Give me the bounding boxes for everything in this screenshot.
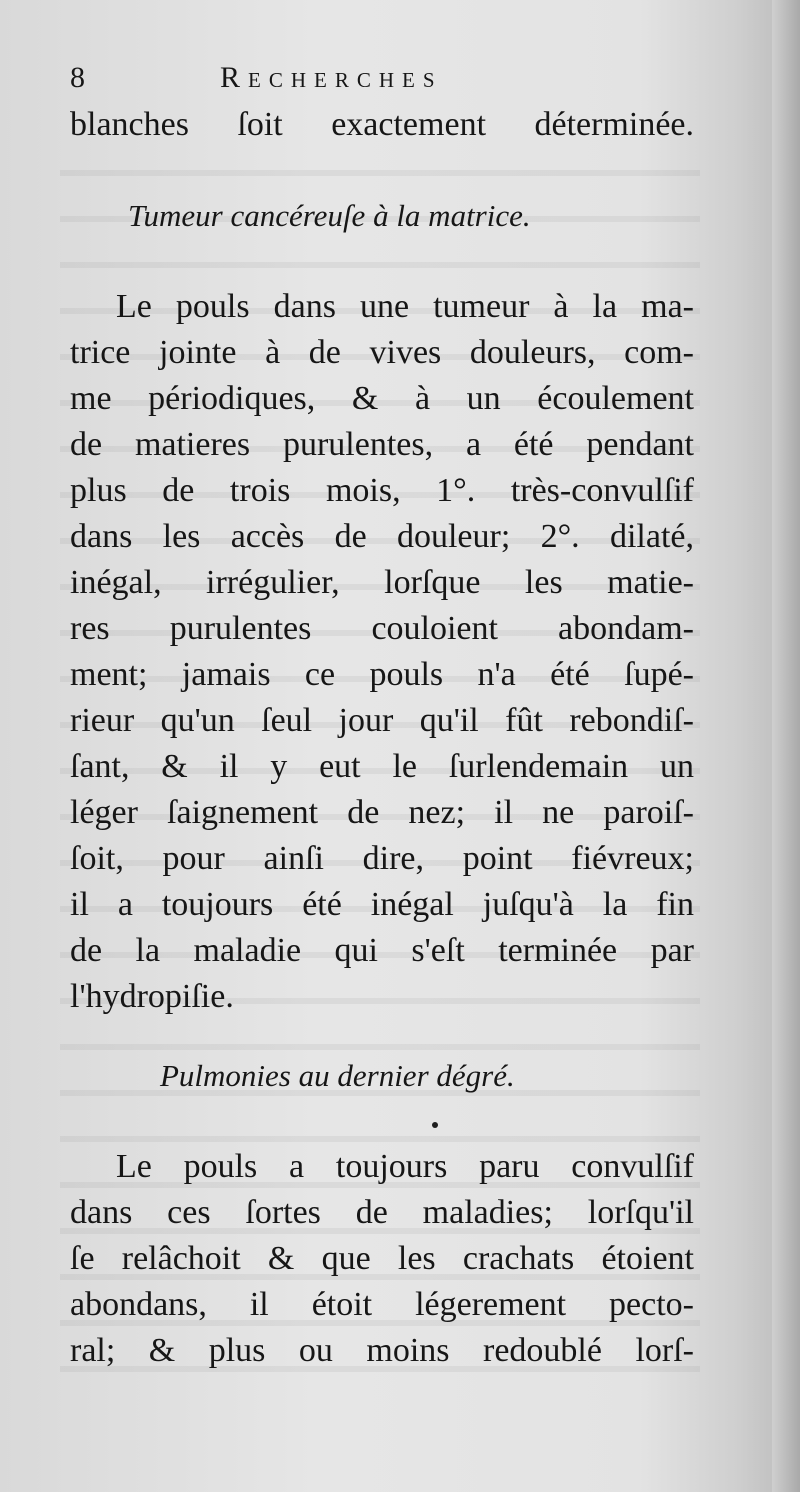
- stray-ink-dot: [432, 1122, 438, 1128]
- body-text-line: de matieres purulentes, a été pendant: [70, 426, 694, 463]
- section-heading-pulmonies: Pulmonies au dernier dégré.: [160, 1058, 515, 1093]
- body-text-line: me périodiques, & à un écoulement: [70, 380, 694, 417]
- body-text-line: dans ces ſortes de maladies; lorſqu'il: [70, 1194, 694, 1231]
- body-text-line: léger ſaignement de nez; il ne paroiſ-: [70, 794, 694, 831]
- continued-text-line: blanches ſoit exactement déterminée.: [70, 106, 694, 143]
- body-text-line: il a toujours été inégal juſqu'à la fin: [70, 886, 694, 923]
- body-text-line: plus de trois mois, 1°. très-convulſif: [70, 472, 694, 509]
- body-text-line-last: l'hydropiſie.: [70, 978, 234, 1015]
- body-text-line: dans les accès de douleur; 2°. dilaté,: [70, 518, 694, 555]
- running-title: Recherches: [220, 61, 443, 94]
- section-heading-tumeur: Tumeur cancéreuſe à la matrice.: [128, 198, 531, 233]
- body-text-line: ral; & plus ou moins redoublé lorſ-: [70, 1332, 694, 1369]
- body-text-line: ment; jamais ce pouls n'a été ſupé-: [70, 656, 694, 693]
- body-text-line: inégal, irrégulier, lorſque les matie-: [70, 564, 694, 601]
- body-text-line: Le pouls dans une tumeur à la ma-: [116, 288, 694, 325]
- body-text-line: ſant, & il y eut le ſurlendemain un: [70, 748, 694, 785]
- body-text-line: ſoit, pour ainſi dire, point fiévreux;: [70, 840, 694, 877]
- page-gutter: [772, 0, 800, 1492]
- page-header: [70, 58, 550, 98]
- body-text-line: res purulentes couloient abondam-: [70, 610, 694, 647]
- body-text-line: abondans, il étoit légerement pecto-: [70, 1286, 694, 1323]
- body-text-line: Le pouls a toujours paru convulſif: [116, 1148, 694, 1185]
- body-text-line: ſe relâchoit & que les crachats étoient: [70, 1240, 694, 1277]
- page-number: 8: [70, 61, 85, 94]
- body-text-line: de la maladie qui s'eſt terminée par: [70, 932, 694, 969]
- body-text-line: trice jointe à de vives douleurs, com-: [70, 334, 694, 371]
- body-text-line: rieur qu'un ſeul jour qu'il fût rebondiſ-: [70, 702, 694, 739]
